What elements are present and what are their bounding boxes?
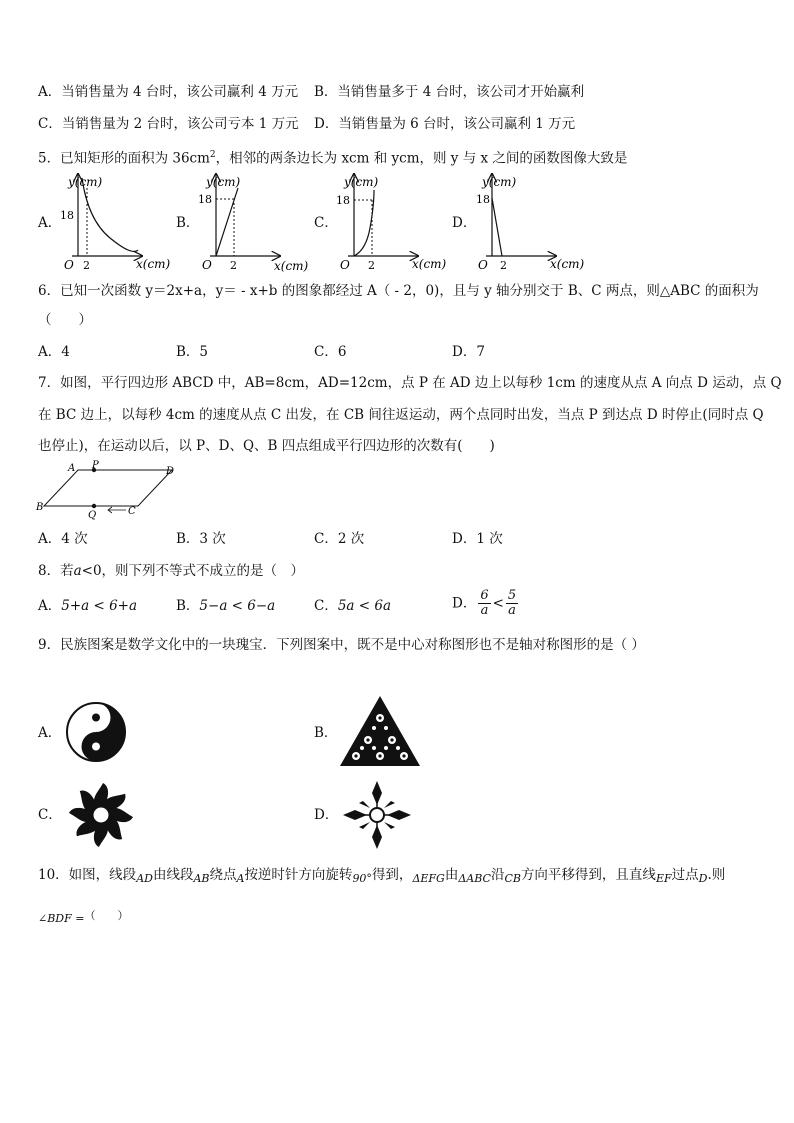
q7-stem-line2: 在 BC 边上，以每秒 4cm 的速度从点 C 出发，在 CB 间往返运动，两个点同时出发，当点 P 到达点 D 时停止(同时点 Q <box>38 407 764 423</box>
q5-graph-c <box>334 170 454 272</box>
q5b-axis-y: y(cm) <box>206 175 241 189</box>
q5-label-a: A． <box>38 215 62 231</box>
q5-label-c: C． <box>314 215 338 231</box>
q7-option-b: B．3 次 <box>176 531 226 547</box>
q9-label-a: A． <box>38 725 62 741</box>
q5b-axis-x: x(cm) <box>274 259 309 272</box>
q9-label-b: B． <box>314 725 338 741</box>
q7-point-c: C <box>128 506 136 517</box>
q5-stem: 5．已知矩形的面积为 $36cm^2$，相邻的两条边长为 xcm 和 ycm，则 y 与 x 之间的函数图像大致是 <box>38 150 628 167</box>
q5d-tick-y: 18 <box>476 193 490 206</box>
q7-stem-line1: 7．如图，平行四边形 ABCD 中，AB=8cm，AD=12cm，点 P 在 AD 边上以每秒 1cm 的速度从点 A 向点 D 运动，点 Q <box>38 375 782 391</box>
q5a-tick-x: 2 <box>83 259 90 272</box>
q5d-axis-x: x(cm) <box>550 257 585 271</box>
triangle-pattern-icon <box>338 694 422 768</box>
q7-figure-parallelogram <box>36 460 186 522</box>
q6-option-d: D．7 <box>452 344 485 360</box>
q7-point-q: Q <box>88 510 97 521</box>
q5b-origin: O <box>202 258 212 272</box>
yin-yang-icon <box>64 700 128 764</box>
q8-option-a: A．5+a < 6+a <box>38 598 138 614</box>
q7-option-d: D．1 次 <box>452 531 503 547</box>
q7-point-d: D <box>166 466 175 477</box>
q4-option-d: D．当销售量为 6 台时，该公司赢利 1 万元 <box>314 116 576 132</box>
q5c-axis-y: y(cm) <box>344 175 379 189</box>
q5-graph-b <box>196 170 316 272</box>
q5d-axis-y: y(cm) <box>482 175 517 189</box>
q6-stem-line1: 6．已知一次函数 y＝2x+a，y＝ - x+b 的图象都经过 A（ - 2，0)，且与 y 轴分别交于 B、C 两点，则△ABC 的面积为 <box>38 283 759 299</box>
q6-option-a: A．4 <box>38 344 70 360</box>
q5a-tick-y: 18 <box>60 209 74 222</box>
q9-label-d: D． <box>314 807 339 823</box>
q5a-axis-y: y(cm) <box>68 175 103 189</box>
q5a-origin: O <box>64 258 74 272</box>
q7-stem-line3: 也停止)，在运动以后，以 P、D、Q、B 四点组成平行四边形的次数有( ) <box>38 438 495 454</box>
q6-option-c: C．6 <box>314 344 347 360</box>
q7-option-a: A．4 次 <box>38 531 88 547</box>
q8-stem: 8．若a<0，则下列不等式不成立的是（ ） <box>38 563 305 579</box>
q5b-tick-y: 18 <box>198 193 212 206</box>
q5c-tick-y: 18 <box>336 194 350 207</box>
q7-point-p: P <box>92 460 99 471</box>
q7-point-b: B <box>36 502 44 513</box>
q9-stem: 9．民族图案是数学文化中的一块瑰宝．下列图案中，既不是中心对称图形也不是轴对称图形的是（ ） <box>38 637 645 653</box>
q5d-tick-x: 2 <box>500 259 507 272</box>
q8-option-c: C．5a < 6a <box>314 598 392 614</box>
q5b-tick-x: 2 <box>230 259 237 272</box>
q10-stem-line2: $_{\angle BDF =}$（ ） <box>38 909 129 925</box>
q5d-origin: O <box>478 258 488 272</box>
q5-graph-d <box>472 170 592 272</box>
q9-label-c: C． <box>38 807 62 823</box>
q5-label-b: B． <box>176 215 200 231</box>
q8-option-d: D． $\frac{6}{a}$ < $\frac{5}{a}$ <box>452 588 517 618</box>
q7-point-a: A <box>68 463 76 474</box>
cross-flower-icon <box>340 778 414 852</box>
q8-option-b: B．5−a < 6−a <box>176 598 276 614</box>
q4-option-b: B．当销售量多于 4 台时，该公司才开始赢利 <box>314 84 585 100</box>
q4-option-c: C．当销售量为 2 台时，该公司亏本 1 万元 <box>38 116 299 132</box>
q5c-origin: O <box>340 258 350 272</box>
q5c-tick-x: 2 <box>368 259 375 272</box>
q5a-axis-x: x(cm) <box>136 257 171 271</box>
q10-stem-line1: 10．如图，线段$_{AD}$由线段$_{AB}$绕点$_A$按逆时针方向旋转$_{90^\circ}$得到，$_{\Delta EFG}$由$_{\Delta ABC}$沿$_{CB}$方向平移得到，且直线$_{EF}$过点$_D$.则 <box>38 867 726 885</box>
q6-option-b: B．5 <box>176 344 209 360</box>
q4-option-a: A．当销售量为 4 台时，该公司赢利 4 万元 <box>38 84 299 100</box>
q5c-axis-x: x(cm) <box>412 257 447 271</box>
q6-stem-line2: （ ） <box>38 312 92 328</box>
q5-label-d: D． <box>452 215 477 231</box>
q7-option-c: C．2 次 <box>314 531 365 547</box>
q5-graph-a <box>58 170 178 272</box>
pinwheel-flower-icon <box>66 780 136 850</box>
